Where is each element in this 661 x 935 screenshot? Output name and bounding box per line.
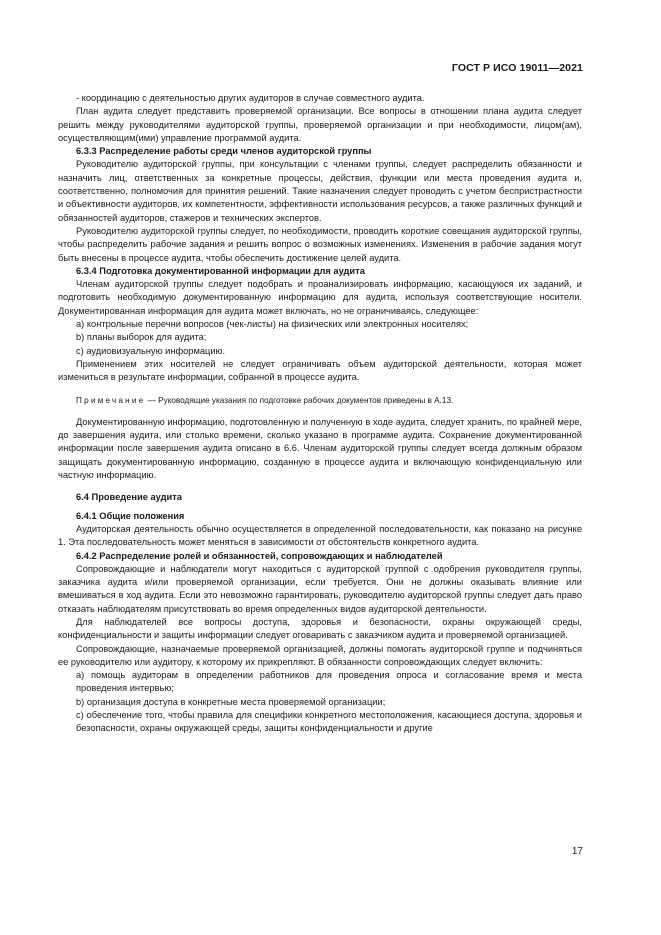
paragraph: План аудита следует представить проверяемой организации. Все вопросы в отношении плана аудита следует решить между руководителями аудиторской группы, проверяемой организации и при необходимости, лицом(ам), осуществляющим(ими) управление программой аудита. bbox=[58, 106, 582, 143]
paragraph: Сопровождающие и наблюдатели могут находиться с аудиторской группой с одобрения руководителя группы, заказчика аудита и/или проверяемой организации, если требуется. Они не должны оказывать влияние или вмешиваться в ход аудита. Если это невозможно гарантировать, руководителю аудиторской группы следует дать право отказать наблюдателям присутствовать во время определенных видов аудиторской деятельности. bbox=[58, 563, 582, 614]
section-heading-6-3-4: 6.3.4 Подготовка документированной информации для аудита bbox=[76, 265, 365, 276]
list-item-c: c) обеспечение того, чтобы правила для специфики конкретного местоположения, касающиеся доступа, здоровья и безопасности, охраны окружающей среды, защиты конфиденциальности и другие bbox=[76, 710, 582, 734]
list-item-a: a) контрольные перечни вопросов (чек-листы) на физических или электронных носителях; bbox=[76, 319, 469, 330]
section-heading-6-4-2: 6.4.2 Распределение ролей и обязанностей, сопровождающих и наблюдателей bbox=[76, 550, 443, 561]
note-label: Примечание bbox=[76, 395, 146, 405]
note bbox=[58, 394, 582, 407]
paragraph: Документированную информацию, подготовленную и полученную в ходе аудита, следует хранить, по крайней мере, до завершения аудита, или столько времени, сколько указано в программе аудита. Сохранение документированной информации после завершения аудита описано в 6.6. Членам аудиторской группы следует всегда должным образом защищать документированную информацию, созданную в процессе аудита и включающую конфиденциальную или частную информацию. bbox=[58, 416, 582, 481]
document-id-header: ГОСТ Р ИСО 19011—2021 bbox=[451, 62, 583, 74]
document-body bbox=[58, 92, 582, 736]
paragraph: Сопровождающие, назначаемые проверяемой организацией, должны помогать аудиторской группе и подчиняться ее руководителю или аудитору, к которому их прикрепляют. В обязанности сопровождающих следует включить: bbox=[58, 643, 582, 667]
paragraph: Руководителю аудиторской группы, при консультации с членами группы, следует распределить обязанности и назначить лиц, ответственных за конкретные процессы, действия, функции или места проведения аудита и, соответственно, полномочия для принятия решений. Такие назначения следует проводить с учетом беспристрастности и объективности аудиторов, их компетентности, эффективности использования ресурсов, а также различных функций и обязанностей аудиторов, стажеров и технических экспертов. bbox=[58, 159, 582, 223]
section-heading-6-3-3: 6.3.3 Распределение работы среди членов аудиторской группы bbox=[76, 146, 372, 157]
page-number: 17 bbox=[571, 846, 583, 857]
paragraph: Членам аудиторской группы следует подобрать и проанализировать информацию, касающуюся их заданий, и подготовить необходимую документированную информацию для аудита, используя соответствующие носители. Документированная информация для аудита может включать, но не ограничиваясь, следующее: bbox=[58, 279, 582, 316]
list-item-b: b) организация доступа в конкретные места проверяемой организации; bbox=[76, 696, 386, 707]
list-item-c: c) аудиовизуальную информацию. bbox=[76, 345, 226, 356]
paragraph: Руководителю аудиторской группы следует, по необходимости, проводить короткие совещания аудиторской группы, чтобы распределить рабочие задания и решить вопрос о возможных изменениях. Изменения в рабочие задания могут быть внесены в процессе аудита, чтобы обеспечить достижение целей аудита. bbox=[58, 225, 582, 263]
list-item-b: b) планы выборок для аудита; bbox=[76, 332, 207, 343]
paragraph: Аудиторская деятельность обычно осуществляется в определенной последовательности, как показано на рисунке 1. Эта последовательность может меняться в зависимости от обстоятельств конкретного аудита. bbox=[58, 523, 582, 548]
paragraph: Применением этих носителей не следует ограничивать объем аудиторской деятельности, которая может измениться в результате информации, собранной в процессе аудита. bbox=[58, 358, 582, 383]
section-heading-6-4-1: 6.4.1 Общие положения bbox=[76, 510, 185, 521]
paragraph: - координацию с деятельностью других аудиторов в случае совместного аудита. bbox=[76, 93, 425, 103]
list-item-a: a) помощь аудиторам в определении работников для проведения опроса и согласование время и места проведения интервью; bbox=[76, 670, 582, 694]
section-heading-6-4: 6.4 Проведение аудита bbox=[76, 492, 182, 503]
paragraph: Для наблюдателей все вопросы доступа, здоровья и безопасности, охраны окружающей среды, конфиденциальности и защиты информации следует оговаривать с заказчиком аудита и проверяемой организацией. bbox=[58, 616, 582, 641]
note-text: — Руководящие указания по подготовке рабочих документов приведены в А.13. bbox=[147, 395, 454, 405]
